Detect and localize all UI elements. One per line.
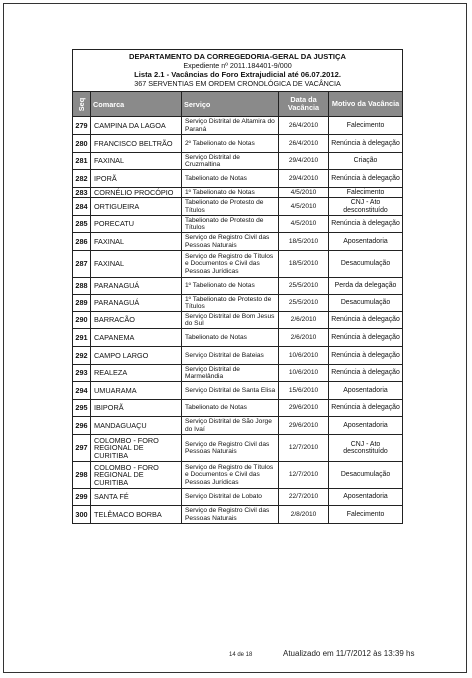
servico-cell: Serviço Distrital de Bom Jesus do Sul [182, 312, 279, 329]
motivo-cell: Falecimento [329, 506, 403, 524]
motivo-cell: Criação [329, 153, 403, 170]
servico-cell: Serviço Distrital de Santa Elisa [182, 382, 279, 400]
table-row [73, 435, 403, 462]
data-cell: 10/6/2010 [279, 365, 329, 382]
data-cell: 26/4/2010 [279, 135, 329, 153]
comarca-cell: FRANCISCO BELTRÃO [91, 135, 182, 153]
table-row [73, 365, 403, 382]
data-cell: 22/7/2010 [279, 489, 329, 506]
motivo-cell: Renúncia à delegação [329, 135, 403, 153]
seq-cell: 287 [73, 251, 91, 278]
vacancy-table [72, 49, 403, 524]
table-row [73, 233, 403, 251]
comarca-cell: FAXINAL [91, 233, 182, 251]
data-cell: 10/6/2010 [279, 347, 329, 365]
comarca-cell: COLOMBO - FORO REGIONAL DE CURITIBA [91, 435, 182, 462]
comarca-cell: IBIPORÃ [91, 400, 182, 417]
motivo-cell: Renúncia à delegação [329, 365, 403, 382]
comarca-cell: REALEZA [91, 365, 182, 382]
table-row [73, 329, 403, 347]
seq-cell: 289 [73, 295, 91, 312]
motivo-cell: Aposentadoria [329, 233, 403, 251]
comarca-cell: MANDAGUAÇU [91, 417, 182, 435]
title-row [73, 50, 403, 92]
comarca-cell: CAPANEMA [91, 329, 182, 347]
comarca-cell: PARANAGUÁ [91, 295, 182, 312]
servico-cell: Serviço Distrital de Altamira do Paraná [182, 117, 279, 135]
table-row [73, 417, 403, 435]
table-row [73, 216, 403, 233]
table-row [73, 198, 403, 216]
seq-cell: 300 [73, 506, 91, 524]
seq-cell: 298 [73, 462, 91, 489]
column-header-comarca: Comarca [91, 92, 182, 117]
data-cell: 12/7/2010 [279, 435, 329, 462]
table-row [73, 135, 403, 153]
servico-cell: Serviço de Registro de Títulos e Documentos e Civil das Pessoas Jurídicas [182, 251, 279, 278]
servico-cell: Tabelionato de Notas [182, 400, 279, 417]
table-row [73, 382, 403, 400]
seq-cell: 288 [73, 278, 91, 295]
comarca-cell: BARRACÃO [91, 312, 182, 329]
comarca-cell: ORTIGUEIRA [91, 198, 182, 216]
seq-cell: 286 [73, 233, 91, 251]
comarca-cell: IPORÃ [91, 170, 182, 188]
motivo-cell: Aposentadoria [329, 489, 403, 506]
column-header-motivo: Motivo da Vacância [329, 92, 403, 117]
table-row [73, 347, 403, 365]
data-cell: 29/6/2010 [279, 417, 329, 435]
servico-cell: 1º Tabelionato de Notas [182, 188, 279, 198]
data-cell: 25/5/2010 [279, 278, 329, 295]
header-block [73, 50, 403, 92]
motivo-cell: Falecimento [329, 188, 403, 198]
table-row [73, 117, 403, 135]
data-cell: 25/5/2010 [279, 295, 329, 312]
seq-cell: 293 [73, 365, 91, 382]
seq-cell: 294 [73, 382, 91, 400]
motivo-cell: Aposentadoria [329, 417, 403, 435]
column-header-row [73, 92, 403, 117]
comarca-cell: CORNÉLIO PROCÓPIO [91, 188, 182, 198]
table-row [73, 400, 403, 417]
table-row [73, 295, 403, 312]
servico-cell: Serviço de Registro de Títulos e Documentos e Civil das Pessoas Jurídicas [182, 462, 279, 489]
comarca-cell: FAXINAL [91, 153, 182, 170]
document [72, 49, 402, 524]
servico-cell: Serviço Distrital de São Jorge do Ivaí [182, 417, 279, 435]
motivo-cell: Renúncia à delegação [329, 400, 403, 417]
comarca-cell: PORECATU [91, 216, 182, 233]
comarca-cell: CAMPO LARGO [91, 347, 182, 365]
motivo-cell: Renúncia à delegação [329, 216, 403, 233]
servico-cell: Serviço Distrital de Lobato [182, 489, 279, 506]
table-row [73, 153, 403, 170]
motivo-cell: Desacumulação [329, 462, 403, 489]
comarca-cell: COLOMBO - FORO REGIONAL DE CURITIBA [91, 462, 182, 489]
data-cell: 29/4/2010 [279, 153, 329, 170]
comarca-cell: TELÊMACO BORBA [91, 506, 182, 524]
comarca-cell: PARANAGUÁ [91, 278, 182, 295]
comarca-cell: FAXINAL [91, 251, 182, 278]
table-row [73, 251, 403, 278]
comarca-cell: SANTA FÉ [91, 489, 182, 506]
seq-cell: 291 [73, 329, 91, 347]
seq-cell: 290 [73, 312, 91, 329]
servico-cell: Tabelionato de Notas [182, 329, 279, 347]
motivo-cell: Desacumulação [329, 251, 403, 278]
data-cell: 4/5/2010 [279, 188, 329, 198]
data-cell: 12/7/2010 [279, 462, 329, 489]
servico-cell: Tabelionato de Notas [182, 170, 279, 188]
motivo-cell: Renúncia à delegação [329, 329, 403, 347]
seq-cell: 283 [73, 188, 91, 198]
table-row [73, 489, 403, 506]
data-cell: 4/5/2010 [279, 198, 329, 216]
seq-cell: 296 [73, 417, 91, 435]
table-row [73, 506, 403, 524]
motivo-cell: Falecimento [329, 117, 403, 135]
motivo-cell: CNJ - Ato desconstituído [329, 435, 403, 462]
data-cell: 29/4/2010 [279, 170, 329, 188]
servico-cell: Tabelionato de Protesto de Títulos [182, 198, 279, 216]
data-cell: 15/6/2010 [279, 382, 329, 400]
motivo-cell: Renúncia à delegação [329, 170, 403, 188]
seq-cell: 281 [73, 153, 91, 170]
data-cell: 2/6/2010 [279, 312, 329, 329]
data-cell: 2/6/2010 [279, 329, 329, 347]
column-header-seq: Seq [73, 92, 91, 117]
seq-cell: 299 [73, 489, 91, 506]
seq-cell: 279 [73, 117, 91, 135]
table-row [73, 462, 403, 489]
data-cell: 18/5/2010 [279, 251, 329, 278]
servico-cell: 1º Tabelionato de Protesto de Títulos [182, 295, 279, 312]
servico-cell: Serviço de Registro Civil das Pessoas Naturais [182, 233, 279, 251]
seq-cell: 297 [73, 435, 91, 462]
table-row [73, 188, 403, 198]
servico-cell: Serviço Distrital de Marmelândia [182, 365, 279, 382]
department-title: DEPARTAMENTO DA CORREGEDORIA-GERAL DA JUSTIÇA [129, 52, 347, 61]
comarca-cell: CAMPINA DA LAGOA [91, 117, 182, 135]
servico-cell: 1º Tabelionato de Notas [182, 278, 279, 295]
motivo-cell: Perda da delegação [329, 278, 403, 295]
page-number: 14 de 18 [229, 652, 253, 658]
seq-cell: 285 [73, 216, 91, 233]
seq-cell: 280 [73, 135, 91, 153]
servico-cell: Serviço Distrital de Cruzmaltina [182, 153, 279, 170]
motivo-cell: Renúncia à delegação [329, 312, 403, 329]
table-row [73, 312, 403, 329]
column-header-data: Data da Vacância [279, 92, 329, 117]
updated-timestamp: Atualizado em 11/7/2012 às 13:39 hs [283, 649, 415, 658]
table-row [73, 278, 403, 295]
motivo-cell: Aposentadoria [329, 382, 403, 400]
servico-cell: 2º Tabelionato de Notas [182, 135, 279, 153]
motivo-cell: Renúncia à delegação [329, 347, 403, 365]
servico-cell: Serviço de Registro Civil das Pessoas Naturais [182, 435, 279, 462]
data-cell: 4/5/2010 [279, 216, 329, 233]
column-header-servico: Serviço [182, 92, 279, 117]
seq-cell: 292 [73, 347, 91, 365]
table-row [73, 170, 403, 188]
servico-cell: Serviço de Registro Civil das Pessoas Naturais [182, 506, 279, 524]
data-cell: 26/4/2010 [279, 117, 329, 135]
expediente-number: Expediente nº 2011.184401-9/000 [183, 61, 292, 70]
servico-cell: Serviço Distrital de Bateias [182, 347, 279, 365]
seq-cell: 284 [73, 198, 91, 216]
motivo-cell: Desacumulação [329, 295, 403, 312]
motivo-cell: CNJ - Ato desconstituído [329, 198, 403, 216]
data-cell: 2/8/2010 [279, 506, 329, 524]
comarca-cell: UMUARAMA [91, 382, 182, 400]
list-subtitle: 367 SERVENTIAS EM ORDEM CRONOLÓGICA DE VACÂNCIA [134, 79, 341, 88]
servico-cell: Tabelionato de Protesto de Títulos [182, 216, 279, 233]
list-title: Lista 2.1 - Vacâncias do Foro Extrajudicial até 06.07.2012. [134, 70, 341, 79]
seq-cell: 282 [73, 170, 91, 188]
seq-cell: 295 [73, 400, 91, 417]
data-cell: 29/6/2010 [279, 400, 329, 417]
data-cell: 18/5/2010 [279, 233, 329, 251]
